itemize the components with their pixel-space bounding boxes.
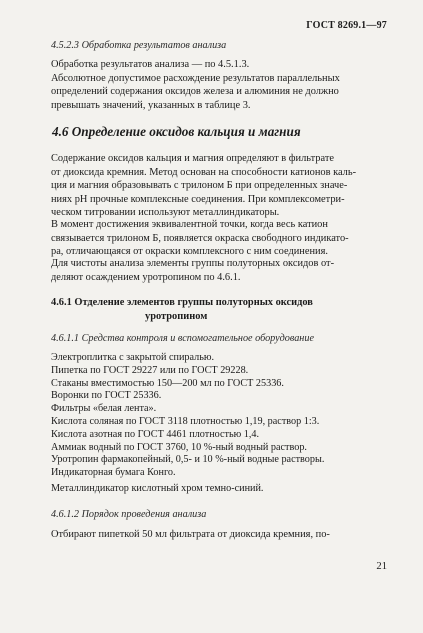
heading-line: 4.6.1 Отделение элементов группы полуторных оксидов (51, 297, 313, 308)
list-item: Пипетка по ГОСТ 29227 или по ГОСТ 29228. (51, 364, 249, 376)
list-item: Кислота соляная по ГОСТ 3118 плотностью 1,19, раствор 1:3. (51, 415, 320, 427)
list-item: Металлиндикатор кислотный хром темно-синий. (51, 482, 264, 494)
text-line: ниях рН прочные комплексные соединения. При комплексометри- (51, 193, 345, 205)
equipment-list (51, 352, 324, 496)
text-line: Для чистоты анализа элементы группы полуторных оксидов от- (51, 258, 335, 269)
text-line: В момент достижения эквивалентной точки, когда весь катион (51, 219, 328, 230)
list-item: Кислота азотная по ГОСТ 4461 плотностью 1,4. (51, 428, 260, 440)
text-line: превышать значений, указанных в таблице 3. (51, 99, 251, 111)
section-46-para2 (51, 218, 349, 259)
standard-header: ГОСТ 8269.1—97 (306, 20, 387, 31)
text-line: связывается трилоном Б, появляется окраска свободного индикато- (51, 232, 349, 244)
text-line: ческом титровании используют металлиндикаторы. (51, 207, 280, 219)
text-line: ция и магния образовывать с трилоном Б при определенных значе- (51, 180, 348, 192)
section-4612-text: Отбирают пипеткой 50 мл фильтрата от диоксида кремния, по- (51, 529, 330, 540)
heading-line: уротропином (145, 310, 208, 322)
text-line: Содержание оксидов кальция и магния определяют в фильтрате (51, 153, 334, 164)
list-item: Аммиак водный по ГОСТ 3760, 10 %-ный водный раствор. (51, 441, 307, 453)
list-item: Воронки по ГОСТ 25336. (51, 390, 162, 402)
list-item: Стаканы вместимостью 150—200 мл по ГОСТ 25336. (51, 377, 284, 389)
text-line: деляют осаждением уротропином по 4.6.1. (51, 271, 241, 283)
section-46-heading: 4.6 Определение оксидов кальция и магния (52, 124, 301, 139)
section-4612-title: 4.6.1.2 Порядок проведения анализа (51, 509, 207, 520)
section-4611-title: 4.6.1.1 Средства контроля и вспомогательное оборудование (51, 333, 314, 344)
text-line: Абсолютное допустимое расхождение результатов параллельных (51, 72, 340, 84)
section-4523-text (51, 58, 340, 112)
section-46-para1 (51, 152, 356, 220)
text-line: от диоксида кремния. Метод основан на способности катионов каль- (51, 166, 357, 178)
section-46-para3 (51, 257, 334, 284)
text-line: ра, отличающаяся от окраски комплексного с ним соединения. (51, 246, 328, 258)
page-number: 21 (376, 561, 387, 572)
list-item: Фильтры «белая лента». (51, 403, 157, 415)
list-item: Индикаторная бумага Конго. (51, 467, 176, 479)
section-4523-title: 4.5.2.3 Обработка результатов анализа (51, 40, 227, 51)
text-line: Обработка результатов анализа — по 4.5.1.3. (51, 59, 250, 70)
list-item: Электроплитка с закрытой спиралью. (51, 352, 215, 363)
section-461-heading (51, 296, 313, 323)
text-line: определений содержания оксидов железа и алюминия не должно (51, 86, 339, 98)
list-item: Уротропин фармакопейный, 0,5- и 10 %-ный водные растворы. (51, 454, 325, 466)
